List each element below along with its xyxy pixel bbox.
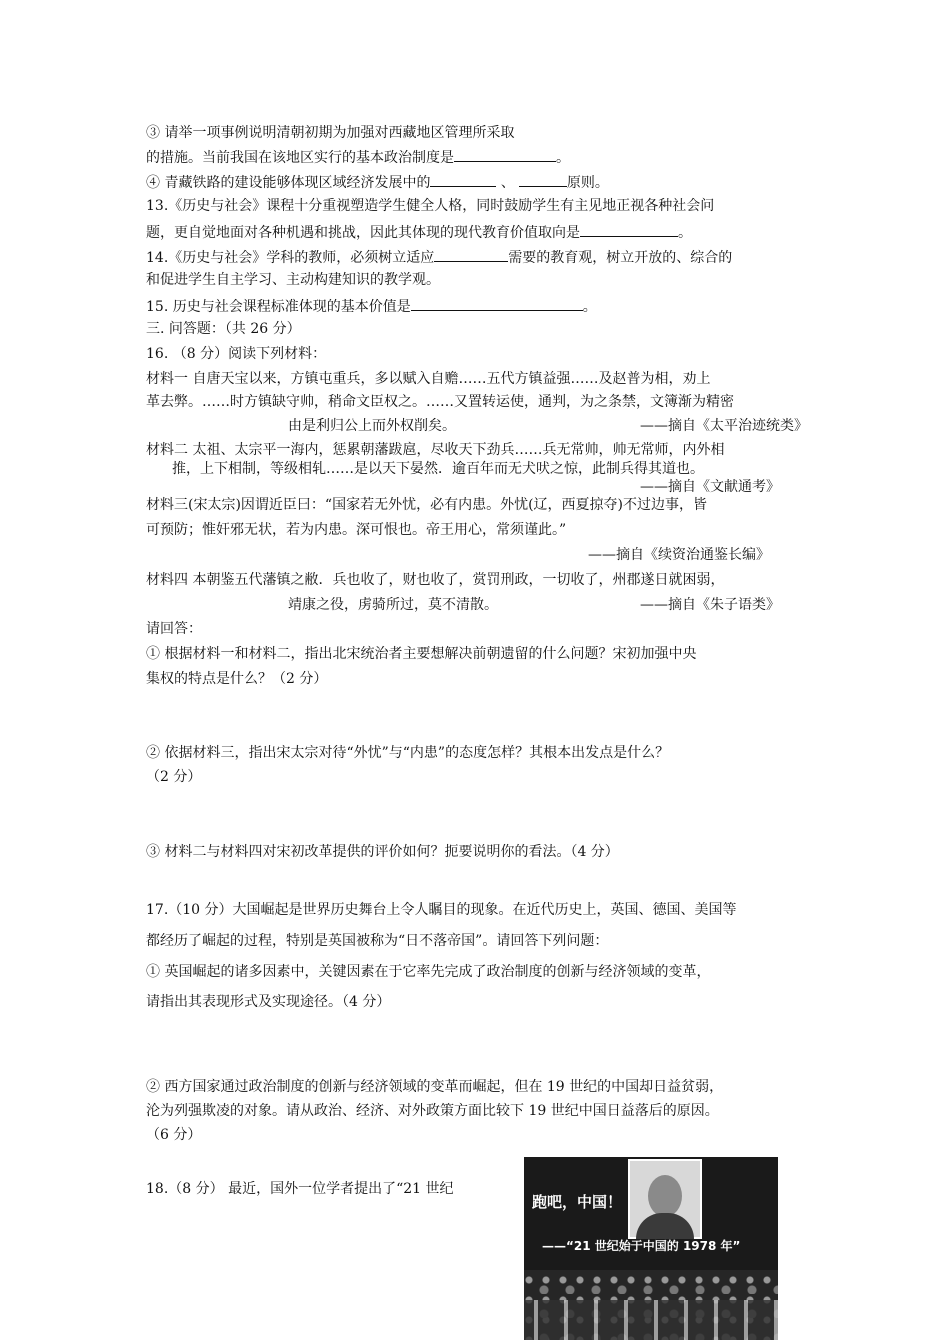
photo-slogan: 跑吧，中国！ — [532, 1193, 623, 1211]
q12-item3-line2 — [146, 147, 570, 167]
q17-sub1-line2: 请指出其表现形式及实现途径。（4 分） — [146, 994, 391, 1010]
q16-material1-source: ——摘自《太平治迹统类》 — [640, 418, 808, 434]
q15-text: 15. 历史与社会课程标准体现的基本价值是 — [146, 299, 411, 315]
q13-text: 题，更自觉地面对各种机遇和挑战，因此其体现的现代教育价值取向是 — [146, 225, 580, 241]
q17-sub1-line1: ① 英国崛起的诸多因素中，关键因素在于它率先完成了政治制度的创新与经济领域的变革， — [146, 964, 711, 980]
answer-blank[interactable] — [411, 296, 583, 311]
q14-line1 — [146, 247, 732, 267]
portrait-face — [648, 1175, 682, 1217]
q12-item3-end: 。 — [556, 150, 570, 166]
q15-line1 — [146, 296, 597, 316]
q16-material3-source: ——摘自《续资治通鉴长编》 — [588, 547, 770, 563]
q12-item3-text: 的措施。当前我国在该地区实行的基本政治制度是 — [146, 150, 454, 166]
portrait-image — [628, 1159, 702, 1239]
answer-blank[interactable] — [430, 172, 496, 187]
q14-line2: 和促进学生自主学习、主动构建知识的教学观。 — [146, 272, 440, 288]
q15-end: 。 — [582, 299, 597, 315]
answer-blank[interactable] — [454, 147, 556, 162]
q12-item3-line1: ③ 请举一项事例说明清朝初期为加强对西藏地区管理所采取 — [146, 125, 515, 141]
q17-sub2-line1: ② 西方国家通过政治制度的创新与经济领域的变革而崛起，但在 19 世纪的中国却日益贫弱， — [146, 1079, 724, 1095]
q17-sub2-line2: 沦为列强欺凌的对象。请从政治、经济、对外政策方面比较下 19 世纪中国日益落后的原因。 — [146, 1103, 719, 1119]
q16-ask: 请回答： — [146, 621, 202, 637]
answer-blank[interactable] — [434, 247, 508, 262]
q12-item4-text: ④ 青藏铁路的建设能够体现区域经济发展中的 — [146, 175, 431, 191]
q16-material3-line1: 材料三(宋太宗)因谓近臣曰：“国家若无外忧，必有内患。外忧(辽，西夏掠夺)不过边事，皆 — [146, 497, 708, 513]
q16-material2-source: ——摘自《文献通考》 — [640, 479, 780, 495]
q16-sub2-line1: ② 依据材料三，指出宋太宗对待“外忧”与“内患”的态度怎样？其根本出发点是什么？ — [146, 745, 670, 761]
photo-caption: ——“21 世纪始于中国的 1978 年” — [542, 1239, 741, 1253]
answer-blank[interactable] — [580, 222, 678, 237]
q14-text-a: 14.《历史与社会》学科的教师，必须树立适应 — [146, 250, 435, 266]
stadium-photo — [524, 1157, 778, 1340]
runners-image — [524, 1300, 778, 1340]
q13-line1: 13.《历史与社会》课程十分重视塑造学生健全人格，同时鼓励学生有主见地正视各种社会问 — [146, 198, 715, 214]
q16-material4-line2: 靖康之役，虏骑所过，莫不清散。 — [288, 597, 498, 613]
q16-material4-source: ——摘自《朱子语类》 — [640, 597, 780, 613]
portrait-shoulders — [636, 1213, 694, 1239]
answer-blank[interactable] — [519, 172, 567, 187]
q16-material1-line3: 由是利归公上而外权削矣。 — [288, 418, 456, 434]
q16-material2-line2: 推，上下相制，等级相轧……是以天下晏然．逾百年而无犬吠之惊，此制兵得其道也。 — [172, 461, 704, 477]
q16-material2-line1: 材料二 太祖、太宗平一海内，惩累朝藩跋扈，尽收天下劲兵……兵无常帅，帅无常师，内外相 — [146, 442, 725, 458]
q16-sub2-line2: （2 分） — [146, 769, 202, 785]
q12-item4-end: 原则。 — [566, 175, 609, 191]
q13-line2 — [146, 222, 692, 242]
q18-line1: 18.（8 分） 最近，国外一位学者提出了“21 世纪 — [146, 1181, 454, 1197]
q16-material1-line2: 革去弊。……时方镇缺守帅，稍命文臣权之。……又置转运使，通判，为之条禁，文簿渐为精密 — [146, 394, 734, 410]
section-heading: 三. 问答题：（共 26 分） — [146, 321, 301, 337]
q17-line2: 都经历了崛起的过程，特别是英国被称为“日不落帝国”。请回答下列问题： — [146, 933, 609, 949]
q16-sub1-line2: 集权的特点是什么？（2 分） — [146, 671, 328, 687]
q16-title: 16. （8 分）阅读下列材料： — [146, 346, 327, 362]
q12-item4-sep: 、 — [496, 175, 515, 191]
q14-text-b: 需要的教育观，树立开放的、综合的 — [508, 250, 733, 266]
q12-item4-line — [146, 172, 609, 192]
q17-sub2-line3: （6 分） — [146, 1127, 202, 1143]
q16-material4-line1: 材料四 本朝鉴五代藩镇之敝．兵也收了，财也收了，赏罚刑政，一切收了，州郡遂日就困弱， — [146, 572, 725, 588]
q16-material3-line2: 可预防；惟奸邪无状，若为内患。深可恨也。帝王用心，常须谨此。” — [146, 522, 567, 538]
q17-line1: 17.（10 分）大国崛起是世界历史舞台上令人瞩目的现象。在近代历史上，英国、德国、美国等 — [146, 902, 737, 918]
q16-sub1-line1: ① 根据材料一和材料二，指出北宋统治者主要想解决前朝遗留的什么问题？宋初加强中央 — [146, 646, 697, 662]
q16-sub3-line1: ③ 材料二与材料四对宋初改革提供的评价如何？扼要说明你的看法。（4 分） — [146, 844, 619, 860]
q16-material1-line1: 材料一 自唐天宝以来，方镇屯重兵，多以赋入自赡……五代方镇益强……及赵普为相，劝上 — [146, 371, 711, 387]
q13-end: 。 — [678, 225, 692, 241]
